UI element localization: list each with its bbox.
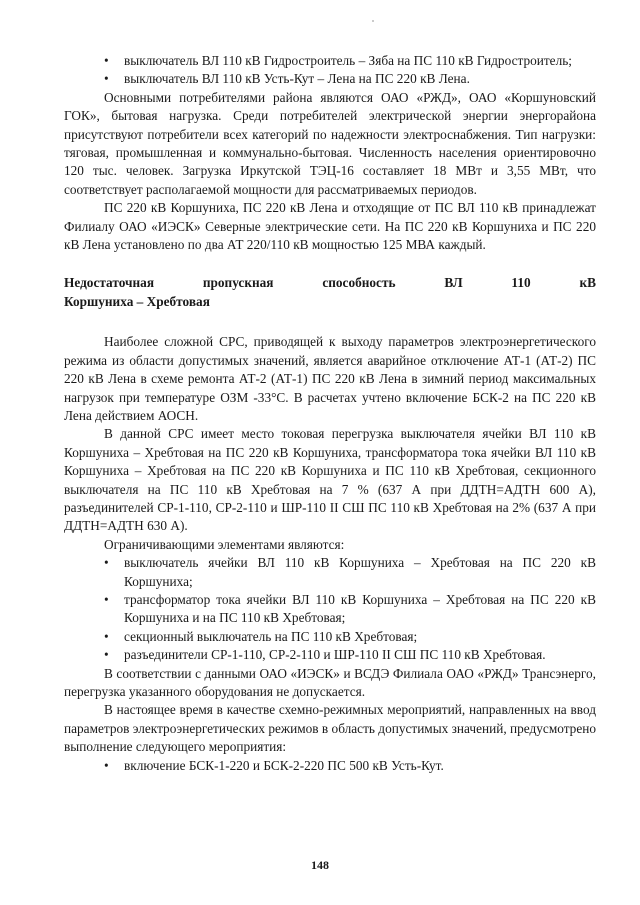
list-item: • выключатель ВЛ 110 кВ Гидростроитель – Зяба на ПС 110 кВ Гидростроитель; <box>64 52 596 70</box>
list-item: • выключатель ячейки ВЛ 110 кВ Коршуниха – Хребтовая на ПС 220 кВ Коршуниха; <box>64 554 596 591</box>
paragraph: В настоящее время в качестве схемно-режимных мероприятий, направленных на ввод параметров электроэнергетических режимов в область допустимых значений, предусмотрено выполнение следующего мероприятия: <box>64 702 596 755</box>
list-item: • включение БСК-1-220 и БСК-2-220 ПС 500 кВ Усть-Кут. <box>64 757 596 775</box>
breaker-list-1 <box>64 52 596 89</box>
heading-word: кВ <box>579 275 596 291</box>
limiting-elements-list <box>64 554 596 664</box>
paragraph: Наиболее сложной СРС, приводящей к выходу параметров электроэнергетического режима из области допустимых значений, является аварийное отключение АТ-1 (АТ-2) ПС 220 кВ Лена в схеме ремонта АТ-2 (АТ-1) ПС 220 кВ Лена в зимний период максимальных нагрузок при температуре ОЗМ -33°С. В расчетах учтено включение БСК-2 на ПС 220 кВ Лена действием АОСН. <box>64 334 596 423</box>
heading-line-2: Коршуниха – Хребтовая <box>64 293 210 309</box>
heading-word: Недостаточная <box>64 275 155 291</box>
heading-word: способность <box>322 275 396 291</box>
section-heading <box>64 274 596 311</box>
list-item: • трансформатор тока ячейки ВЛ 110 кВ Коршуниха – Хребтовая на ПС 220 кВ Коршуниха и на ПС 110 кВ Хребтовая; <box>64 591 596 628</box>
page-number: 148 <box>311 858 329 872</box>
list-item: • выключатель ВЛ 110 кВ Усть-Кут – Лена на ПС 220 кВ Лена. <box>64 70 596 88</box>
heading-word: 110 <box>511 275 531 291</box>
paragraph: ПС 220 кВ Коршуниха, ПС 220 кВ Лена и отходящие от ПС ВЛ 110 кВ принадлежат Филиалу ОАО «ИЭСК» Северные электрические сети. На ПС 220 кВ Коршуниха и ПС 220 кВ Лена установлено по два АТ 220/110 кВ мощностью 125 МВА каждый. <box>64 200 596 253</box>
list-item: • разъединители СР-1-110, СР-2-110 и ШР-110 II СШ ПС 110 кВ Хребтовая. <box>64 646 596 664</box>
paragraph: Основными потребителями района являются ОАО «РЖД», ОАО «Коршуновский ГОК», бытовая нагрузка. Среди потребителей электрической энергии энергорайона присутствуют потребители всех категорий по надежности электроснабжения. Тип нагрузки: тяговая, промышленная и коммунально-бытовая. Численность населения ориентировочно 120 тыс. человек. Загрузка Иркутской ТЭЦ-16 составляет 18 МВт и 3,55 МВт, что соответствует располагаемой мощности для рассматриваемых периодов. <box>64 89 596 197</box>
paragraph: В данной СРС имеет место токовая перегрузка выключателя ячейки ВЛ 110 кВ Коршуниха – Хребтовая на ПС 220 кВ Коршуниха, трансформатора тока ячейки ВЛ 110 кВ Коршуниха – Хребтовая на ПС 220 кВ Коршуниха и ПС 110 кВ Хребтовая, секционного выключателя на ПС 110 кВ Хребтовая на 7 % (637 А при ДДТН=АДТН 600 А), разъединителей СР-1-110, СР-2-110 и ШР-110 II СШ ПС 110 кВ Хребтовая на 2% (637 А при ДДТН=АДТН 630 А). <box>64 426 596 534</box>
heading-word: пропускная <box>202 275 274 291</box>
heading-word: ВЛ <box>444 275 463 291</box>
heading-line-1 <box>64 274 596 292</box>
paragraph: В соответствии с данными ОАО «ИЭСК» и ВСДЭ Филиала ОАО «РЖД» Трансэнерго, перегрузка указанного оборудования не допускается. <box>64 665 596 699</box>
document-body <box>64 52 596 775</box>
measures-list <box>64 757 596 775</box>
scan-speck <box>372 20 374 22</box>
list-item: • секционный выключатель на ПС 110 кВ Хребтовая; <box>64 628 596 646</box>
paragraph: Ограничивающими элементами являются: <box>104 536 345 552</box>
